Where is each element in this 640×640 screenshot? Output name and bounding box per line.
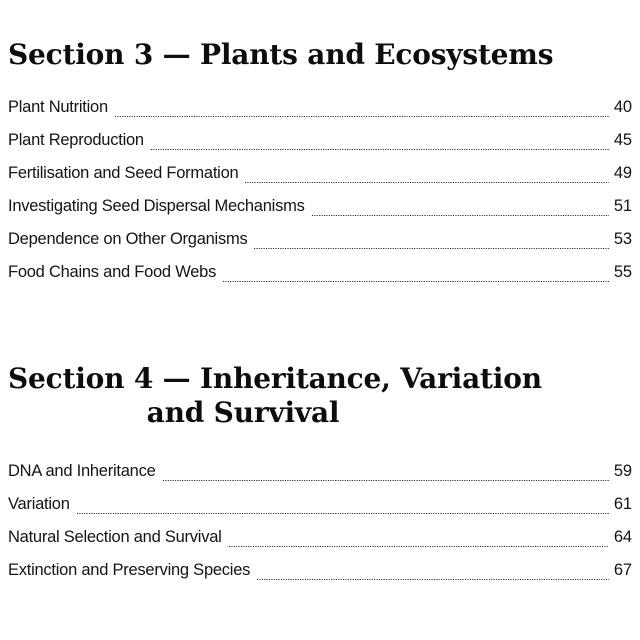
toc-entry-page-number: 55 [613,262,632,281]
section-4-entries-block [8,431,632,587]
toc-entry-page-number: 61 [613,495,632,514]
toc-entry-title: Plant Nutrition [8,97,108,116]
toc-entry-title: Investigating Seed Dispersal Mechanisms [8,196,305,215]
dot-leader [229,546,609,547]
toc-entry-page-number: 40 [613,97,632,116]
section-3-toc-list [8,91,632,289]
toc-entry-page-number: 45 [613,130,632,149]
toc-entry[interactable] [8,190,632,223]
toc-entry-title: DNA and Inheritance [8,462,156,481]
toc-entry-title: Extinction and Preserving Species [8,561,251,580]
toc-entry[interactable] [8,223,632,256]
toc-entry-page-number: 67 [613,561,632,580]
toc-entry[interactable] [8,455,632,488]
dot-leader [151,149,609,150]
section-4-heading-line-1: Section 4 — Inheritance, Variation [8,361,542,395]
toc-entry-title: Food Chains and Food Webs [8,262,217,281]
dot-leader [223,281,609,282]
dot-leader [163,480,609,481]
toc-entry-page-number: 53 [613,229,632,248]
toc-entry-title: Dependence on Other Organisms [8,229,248,248]
section-3-heading-block [8,0,632,73]
toc-entry-page-number: 49 [613,163,632,182]
toc-entry-page-number: 59 [613,462,632,481]
toc-entry[interactable] [8,91,632,124]
toc-entry[interactable] [8,256,632,289]
section-3-entries-block [8,73,632,289]
toc-entry-title: Natural Selection and Survival [8,528,222,547]
dot-leader [77,513,609,514]
section-3-heading: Section 3 — Plants and Ecosystems [8,38,554,71]
dot-leader [257,579,609,580]
toc-entry[interactable] [8,521,632,554]
section-4-heading-block [8,289,632,431]
section-4-toc-list [8,455,632,587]
toc-entry-title: Plant Reproduction [8,130,144,149]
section-4-heading-line-2: and Survival [146,396,340,430]
section-4-heading [8,362,632,431]
toc-entry[interactable] [8,488,632,521]
dot-leader [312,215,609,216]
toc-entry[interactable] [8,124,632,157]
toc-entry-title: Variation [8,495,70,514]
dot-leader [245,182,608,183]
toc-entry-page-number: 51 [613,196,632,215]
toc-entry[interactable] [8,554,632,587]
toc-entry[interactable] [8,157,632,190]
dot-leader [115,116,609,117]
toc-entry-page-number: 64 [613,528,632,547]
dot-leader [254,248,608,249]
toc-entry-title: Fertilisation and Seed Formation [8,163,239,182]
